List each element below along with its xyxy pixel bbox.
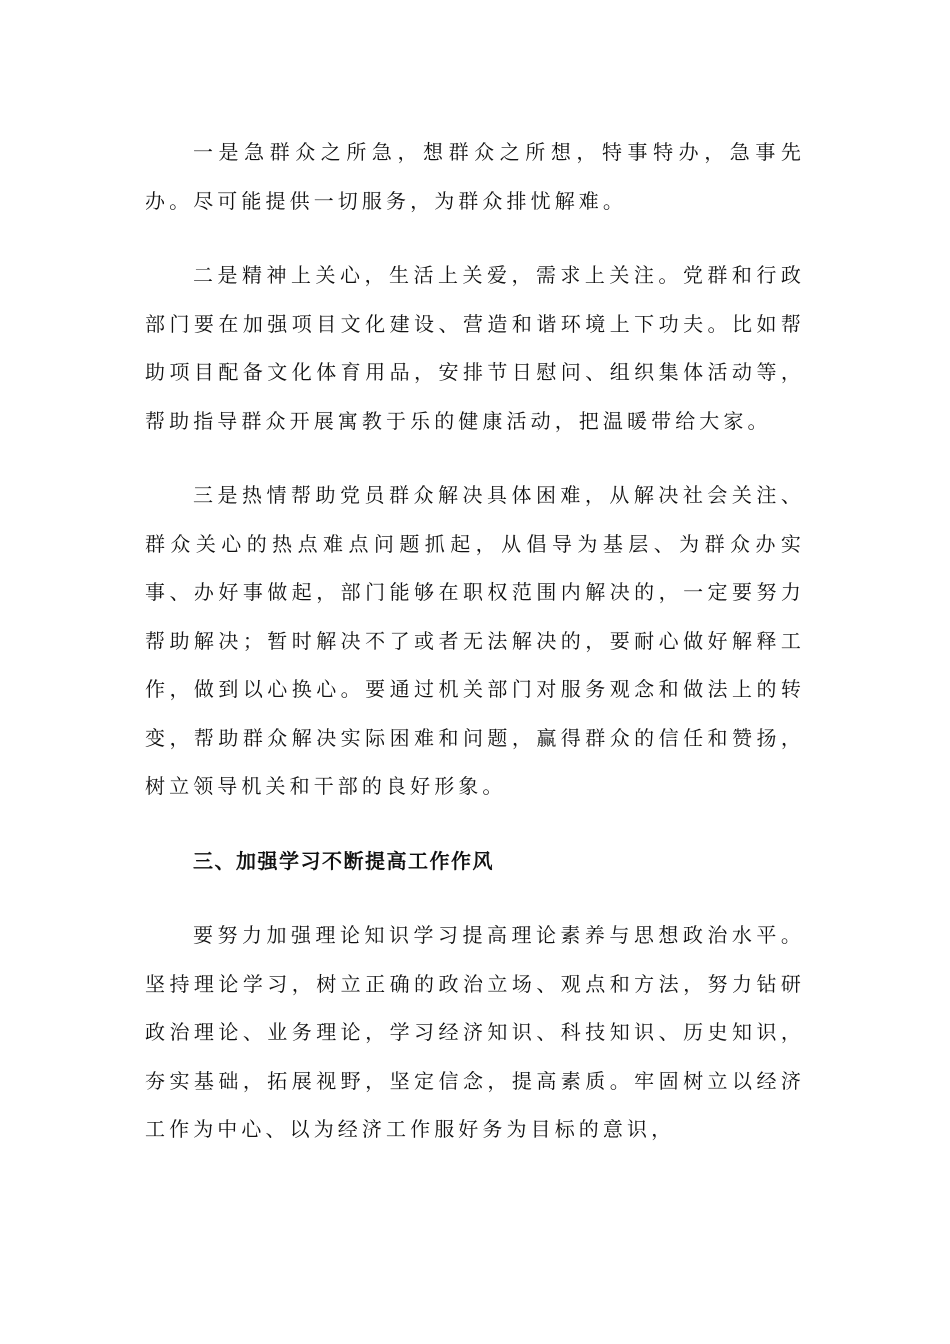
section-heading: 三、加强学习不断提高工作作风 bbox=[193, 848, 494, 873]
document-body bbox=[145, 128, 805, 1180]
paragraph-3: 三是热情帮助党员群众解决具体困难，从解决社会关注、群众关心的热点难点问题抓起，从倡导为基层、为群众办实事、办好事做起，部门能够在职权范围内解决的，一定要努力帮助解决；暂时解决不了或者无法解决的，要耐心做好解释工作，做到以心换心。要通过机关部门对服务观念和做法上的转变，帮助群众解决实际困难和问题，赢得群众的信任和赞扬，树立领导机关和干部的良好形象。 bbox=[145, 483, 805, 798]
paragraph-2: 二是精神上关心，生活上关爱，需求上关注。党群和行政部门要在加强项目文化建设、营造和谐环境上下功夫。比如帮助项目配备文化体育用品，安排节日慰问、组织集体活动等，帮助指导群众开展寓教于乐的健康活动，把温暖带给大家。 bbox=[145, 263, 805, 433]
paragraph-1: 一是急群众之所急，想群众之所想，特事特办，急事先办。尽可能提供一切服务，为群众排忧解难。 bbox=[145, 140, 805, 213]
paragraph-4: 要努力加强理论知识学习提高理论素养与思想政治水平。坚持理论学习，树立正确的政治立场、观点和方法，努力钻研政治理论、业务理论，学习经济知识、科技知识、历史知识，夯实基础，拓展视野，坚定信念，提高素质。牢固树立以经济工作为中心、以为经济工作服好务为目标的意识， bbox=[145, 923, 805, 1141]
